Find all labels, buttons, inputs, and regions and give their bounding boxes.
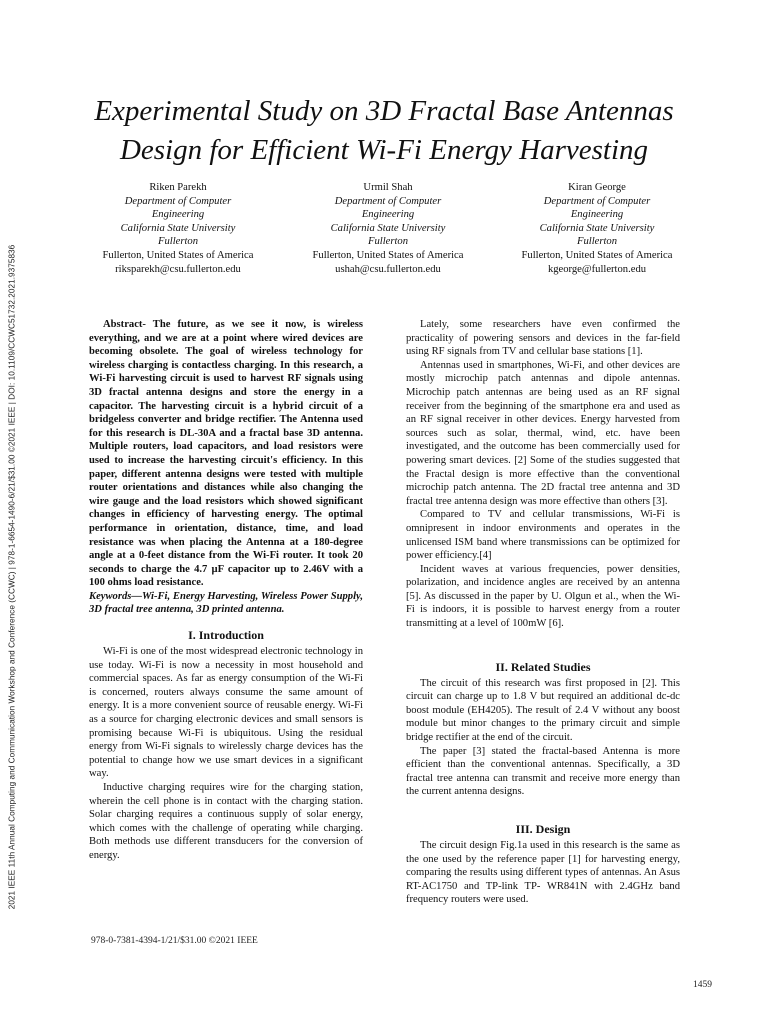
author-name: Kiran George	[568, 182, 626, 193]
keywords: Keywords—Wi-Fi, Energy Harvesting, Wireless Power Supply, 3D fractal tree antenna, 3D printed antenna.	[89, 590, 363, 616]
author-university: California State University	[539, 222, 655, 234]
author-university: Fullerton	[157, 236, 199, 248]
paragraph: Antennas used in smartphones, Wi-Fi, and other devices are mostly microchip patch antennas and dipole antennas. Microchip patch antennas are being used as an RF signal receiver from the beginning of the smartphone era and used as an RF signal receiver in other devices. Energy harvested from sources such as solar, thermal, wind, etc. have been investigated, and the outcome has been commercially used for powering smart devices. [2] Some of the studies suggested that the Fractal design is more effective than the conventional microchip patch antenna. The 2D fractal tree antenna and 3D fractal tree antenna design was more effective than others [3].	[406, 359, 680, 507]
author-university: California State University	[120, 222, 236, 234]
section-heading-introduction: I. Introduction	[188, 628, 264, 643]
author-location: Fullerton, United States of America	[521, 249, 673, 261]
paragraph: Lately, some researchers have even confirmed the practicality of powering sensors and devices in the far-field using RF signals from TV and cellular base stations [1].	[406, 319, 680, 358]
paragraph: Compared to TV and cellular transmissions, Wi-Fi is omnipresent in indoor environments and operates in the unlicensed ISM band where transmissions can be optimized for power efficiency.[4]	[406, 509, 680, 562]
paragraph: The paper [3] stated the fractal-based Antenna is more efficient than the conventional antennas. Specifically, a 3D fractal tree antenna can transmit and receive more energy than the current antenna designs.	[406, 745, 680, 798]
author-email: ushah@csu.fullerton.edu	[335, 263, 441, 275]
section-heading-design: III. Design	[515, 822, 571, 836]
author-email: riksparekh@csu.fullerton.edu	[115, 263, 241, 275]
author-card	[497, 181, 697, 276]
paragraph: The circuit of this research was first proposed in [2]. This circuit can charge up to 1.8 V but required an additional dc-dc boost module (EH4205). The result of 2.4 V without any boost module but minor changes to the primary circuit and simple bridge rectifier at the end of the circuit.	[406, 677, 680, 744]
page-number: 1459	[693, 980, 712, 990]
author-location: Fullerton, United States of America	[102, 249, 254, 261]
side-citation-strip	[3, 198, 21, 956]
title-line-1: Experimental Study on 3D Fractal Base Antennas	[94, 95, 674, 127]
author-department: Department of Computer	[543, 195, 651, 207]
paper-title	[60, 92, 708, 170]
author-department: Engineering	[151, 209, 205, 221]
author-department: Engineering	[570, 209, 624, 221]
right-column	[406, 318, 680, 907]
author-location: Fullerton, United States of America	[312, 249, 464, 261]
author-department: Engineering	[361, 209, 415, 221]
paragraph: Wi-Fi is one of the most widespread electronic technology in use today. Wi-Fi is now a necessity in most household and commercial spaces. As far as energy consumption of the Wi-Fi is concerned, routers always consume the same amount of energy. It is a more convenient source of reusable energy. Wi-Fi as a source for charging electronic devices and small sensors is promising because Wi-Fi is ubiquitous. Using the residual energy from Wi-Fi signals to wirelessly charge devices has the potential to change how we use smart devices in a significant way.	[89, 646, 363, 780]
paragraph: Incident waves at various frequencies, power densities, polarization, and incidence angles are received by an antenna [5]. As discussed in the paper by U. Olgun et al., when the Wi-Fi is indoors, it is possible to harvest energy from a router transmitting at a level of 100mW [6].	[406, 563, 680, 630]
paragraph: The circuit design Fig.1a used in this research is the same as the one used by the reference paper [1] for harvesting energy, comparing the results using different types of antennas. An Asus RT-AC1750 and TP-link TP- WR841N with 2.4GHz band frequency routers were used.	[406, 840, 680, 906]
title-line-2: Design for Efficient Wi-Fi Energy Harvesting	[119, 134, 649, 166]
copyright-footer: 978-0-7381-4394-1/21/$31.00 ©2021 IEEE	[91, 936, 258, 946]
abstract: Abstract- The future, as we see it now, is wireless everything, and we are at a point where wired devices are becoming obsolete. The goal of wireless technology for wireless charging is contactless charging. In this research, a Wi-Fi harvesting circuit is used to harvest RF signals using 3D fractal antenna designs and store the energy in a capacitor. The harvesting circuit is a hybrid circuit of a bridgeless converter and bridge rectifier. The Antenna used for this research is DL-30A and a fractal base 3D antenna. Multiple routers, load capacitors, and load resistors were used to increase the harvesting circuit's efficiency. In this paper, different antenna designs were tested with multiple router orientations and distances while also changing the wire gauge and the load resistors which showed significant changes in efficiency of harvesting energy. The optimal performance in orientation, distance, time, and load resistance was when placing the Antenna at a 180-degree angle at a 0-feet distance from the Wi-Fi router. It took 20 seconds to charge the 4.7 µF capacitor up to 2.46V with a 100 ohms load resistance.	[89, 319, 363, 589]
left-column	[89, 318, 363, 863]
section-heading-related-studies: II. Related Studies	[495, 659, 591, 674]
author-department: Department of Computer	[334, 195, 442, 207]
author-university: Fullerton	[367, 236, 409, 248]
paragraph: Inductive charging requires wire for the charging station, wherein the cell phone is in contact with the charging station. Solar charging requires a continuous supply of solar energy, which comes with the challenge of operating while charging. Both methods use different transducers for the conversion of energy.	[89, 782, 363, 861]
author-name: Riken Parekh	[149, 182, 207, 193]
side-citation: 2021 IEEE 11th Annual Computing and Communication Workshop and Conference (CCWC) | 978-1-6654-1490-6/21/$31.00 ©2021 IEEE | DOI: 10.1109/CCWC51732.2021.9375836	[7, 244, 17, 910]
author-email: kgeorge@fullerton.edu	[547, 263, 647, 275]
author-card	[78, 181, 278, 276]
author-card	[288, 181, 488, 276]
author-department: Department of Computer	[124, 195, 232, 207]
author-name: Urmil Shah	[363, 182, 413, 193]
author-university: California State University	[330, 222, 446, 234]
author-university: Fullerton	[576, 236, 618, 248]
